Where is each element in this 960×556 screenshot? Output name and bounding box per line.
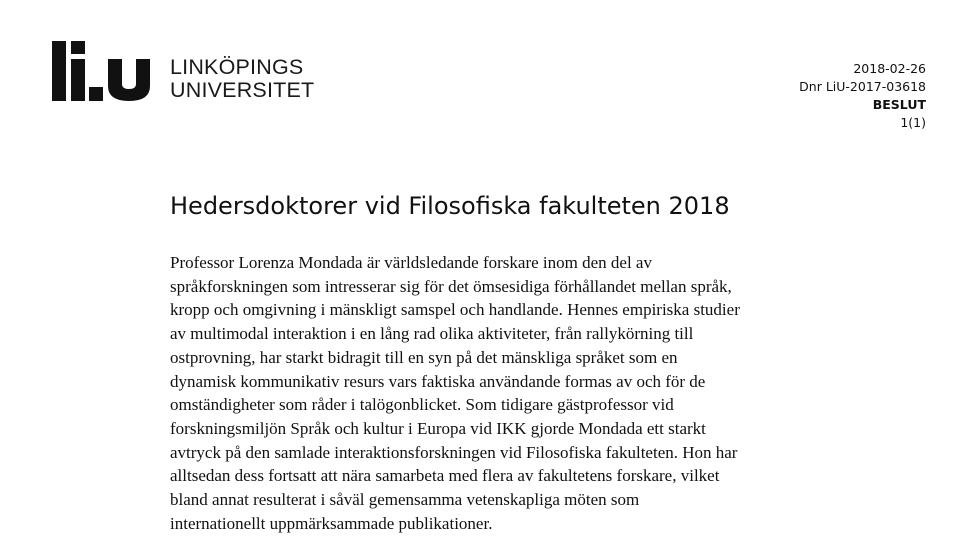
university-name	[170, 56, 314, 102]
paragraph-line: språkforskningen som intresserar sig för det ömsesidiga förhållandet mellan språk,	[170, 276, 732, 296]
paragraph-line: bland annat resulterat i såväl gemensamma vetenskapliga möten som	[170, 490, 640, 510]
registration-number: Dnr LiU-2017-03618	[799, 79, 926, 94]
page-number: 1(1)	[900, 115, 926, 130]
liu-logo-mark	[52, 40, 162, 102]
paragraph-line: internationellt uppmärksammade publikationer.	[170, 513, 493, 533]
paragraph-line: dynamisk kommunikativ resurs vars faktiska användande formas av och för de	[170, 371, 706, 391]
university-name-line2: UNIVERSITET	[170, 78, 315, 102]
decision-label: BESLUT	[872, 97, 926, 112]
paragraph-line: alltsedan dess fortsatt att nära samarbeta med flera av fakultetens forskare, vilket	[170, 466, 720, 486]
document-meta	[799, 60, 926, 132]
body-paragraph	[170, 251, 890, 535]
paragraph-line: Professor Lorenza Mondada är världsledande forskare inom den del av	[170, 253, 652, 272]
paragraph-line: kropp och omgivning i mänskligt samspel och handlande. Hennes empiriska studier	[170, 300, 740, 320]
paragraph-line: avtryck på den samlade interaktionsforskningen vid Filosofiska fakulteten. Hon har	[170, 442, 738, 462]
paragraph-line: omständigheter som råder i talögonblicket. Som tidigare gästprofessor vid	[170, 395, 674, 415]
document-title: Hedersdoktorer vid Filosofiska fakulteten 2018	[170, 192, 730, 220]
university-logo	[52, 40, 315, 102]
paragraph-line: ostprovning, har starkt bidragit till en syn på det mänskliga språket som en	[170, 347, 678, 367]
university-name-line1: LINKÖPINGS	[170, 55, 304, 79]
document-date: 2018-02-26	[853, 61, 926, 76]
paragraph-line: forskningsmiljön Språk och kultur i Europa vid IKK gjorde Mondada ett starkt	[170, 418, 706, 438]
paragraph-line: av multimodal interaktion i en lång rad olika aktiviteter, från rallykörning till	[170, 324, 694, 344]
